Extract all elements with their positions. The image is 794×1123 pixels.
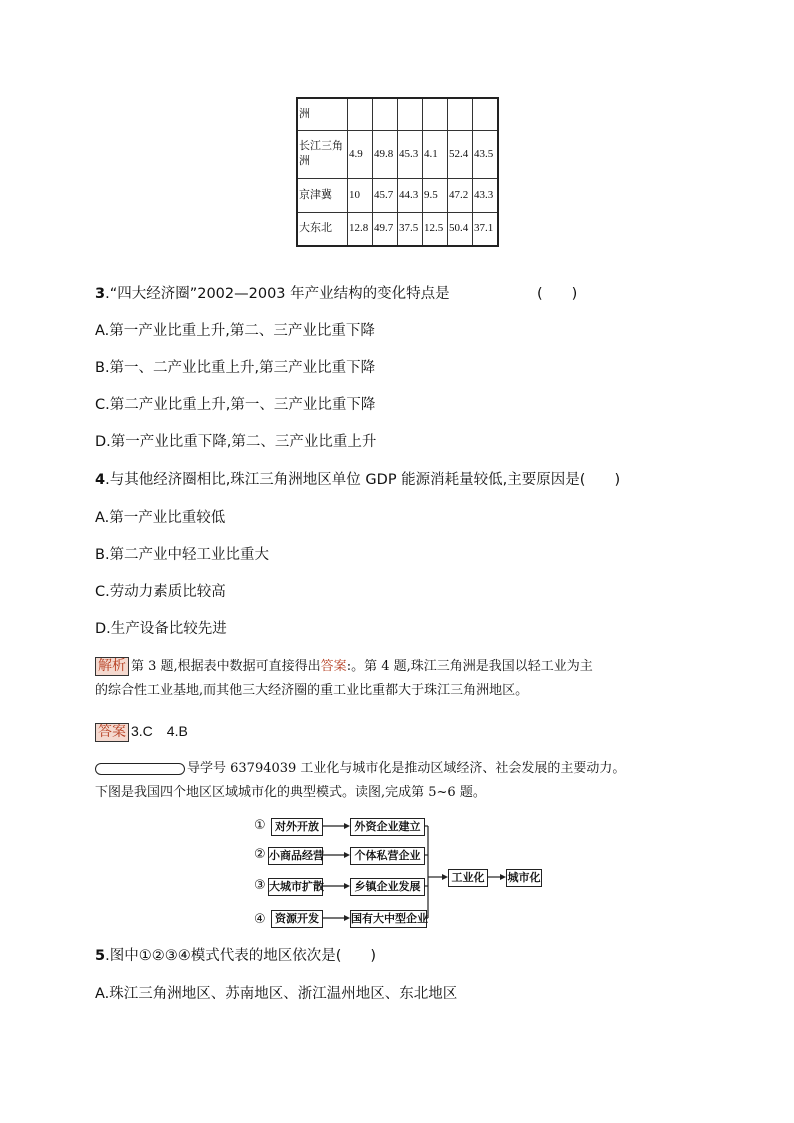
table-cell (398, 98, 423, 130)
node-foreign-enterprise: 外资企业建立 (350, 818, 425, 836)
urbanization-diagram (250, 815, 550, 933)
analysis-line-1 (95, 655, 593, 679)
table-cell: 37.1 (473, 212, 499, 246)
analysis-text: 第 3 题,根据表中数据可直接得出 (131, 659, 321, 674)
table-cell-region: 长江三角洲 (297, 130, 348, 178)
option-b: B.第二产业中轻工业比重大 (95, 547, 270, 563)
table-cell: 45.3 (398, 130, 423, 178)
question-number: 3 (95, 286, 106, 302)
mode-number: ② (254, 847, 266, 862)
table-cell (473, 98, 499, 130)
table-cell (373, 98, 398, 130)
table-cell: 44.3 (398, 178, 423, 212)
question-text: .与其他经济圈相比,珠江三角洲地区单位 GDP 能源消耗量较低,主要原因是( ) (105, 472, 621, 488)
guide-label-box (95, 763, 185, 775)
mode-number: ④ (254, 912, 266, 927)
node-resource-development: 资源开发 (271, 910, 323, 928)
question-number: 4 (95, 472, 106, 488)
intro-text: 导学号 63794039 工业化与城市化是推动区域经济、社会发展的主要动力。 (187, 761, 626, 776)
option-d: D.第一产业比重下降,第二、三产业比重上升 (95, 434, 377, 450)
option-c: C.劳动力素质比较高 (95, 584, 226, 600)
mode-number: ③ (254, 878, 266, 893)
table-cell: 47.2 (448, 178, 473, 212)
analysis-text: :。第 4 题,珠江三角洲是我国以轻工业为主 (346, 659, 593, 674)
answer-tag: 答案 (95, 723, 129, 742)
table-cell: 37.5 (398, 212, 423, 246)
intro-line-1 (95, 757, 625, 781)
table-row (297, 212, 498, 246)
answer-inline-label: 答案 (320, 659, 347, 674)
data-table (296, 97, 499, 247)
table-cell: 49.8 (373, 130, 398, 178)
question-3 (95, 284, 450, 304)
answer-bracket: ( ) (537, 286, 578, 302)
table-cell-region: 洲 (297, 98, 348, 130)
question-text: .图中①②③④模式代表的地区依次是( ) (105, 948, 377, 964)
intro-line-2: 下图是我国四个地区区域城市化的典型模式。读图,完成第 5~6 题。 (95, 785, 486, 800)
table-cell-region: 大东北 (297, 212, 348, 246)
question-5 (95, 946, 376, 966)
option-c: C.第二产业比重上升,第一、三产业比重下降 (95, 397, 376, 413)
node-urbanization: 城市化 (506, 869, 542, 887)
table-cell (448, 98, 473, 130)
table-cell: 45.7 (373, 178, 398, 212)
table-row (297, 178, 498, 212)
analysis-line-2: 的综合性工业基地,而其他三大经济圈的重工业比重都大于珠江三角洲地区。 (95, 683, 529, 698)
table-cell: 43.5 (473, 130, 499, 178)
option-d: D.生产设备比较先进 (95, 621, 227, 637)
question-text: .“四大经济圈”2002—2003 年产业结构的变化特点是 (105, 286, 450, 302)
answer-text: 3.C 4.B (131, 723, 188, 739)
table-cell (348, 98, 373, 130)
table-cell: 12.8 (348, 212, 373, 246)
table-cell: 43.3 (473, 178, 499, 212)
option-a: A.第一产业比重较低 (95, 510, 226, 526)
node-small-commodity: 小商品经营 (268, 847, 323, 865)
question-number: 5 (95, 948, 106, 964)
node-industrialization: 工业化 (448, 869, 488, 887)
table-cell-region: 京津冀 (297, 178, 348, 212)
table-cell: 9.5 (423, 178, 448, 212)
mode-number: ① (254, 818, 266, 833)
question-4 (95, 470, 620, 490)
table-cell: 4.9 (348, 130, 373, 178)
table-cell: 49.7 (373, 212, 398, 246)
table-cell: 50.4 (448, 212, 473, 246)
node-city-spread: 大城市扩散 (268, 878, 323, 896)
table-cell: 4.1 (423, 130, 448, 178)
option-b: B.第一、二产业比重上升,第三产业比重下降 (95, 360, 376, 376)
table-cell (423, 98, 448, 130)
node-open-policy: 对外开放 (271, 818, 323, 836)
table-cell: 10 (348, 178, 373, 212)
node-township-enterprise: 乡镇企业发展 (350, 878, 425, 896)
table-row (297, 98, 498, 130)
table-row (297, 130, 498, 178)
table-cell: 52.4 (448, 130, 473, 178)
answer-line (95, 719, 188, 745)
analysis-tag: 解析 (95, 657, 129, 676)
node-state-enterprise: 国有大中型企业 (350, 910, 427, 928)
option-a: A.珠江三角洲地区、苏南地区、浙江温州地区、东北地区 (95, 986, 458, 1002)
option-a: A.第一产业比重上升,第二、三产业比重下降 (95, 323, 375, 339)
node-private-enterprise: 个体私营企业 (350, 847, 425, 865)
table-cell: 12.5 (423, 212, 448, 246)
